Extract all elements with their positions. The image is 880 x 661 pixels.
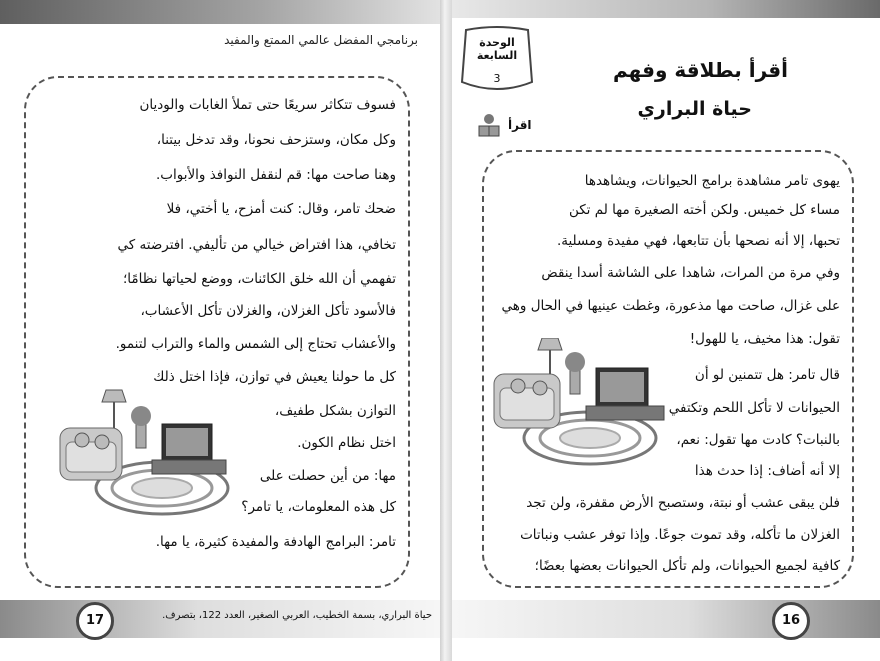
text-line: وهنا صاحت مها: قم لنقفل النوافذ والأبواب. <box>155 167 396 183</box>
text-line: فسوف تتكاثر سريعًا حتى تملأ الغابات والوديان <box>139 97 396 113</box>
section-label: اقرأ <box>508 118 532 132</box>
text-line: كل ما حولنا يعيش في توازن، فإذا اختل ذلك <box>153 369 396 385</box>
main-title: أقرأ بطلاقة وفهم <box>613 58 788 82</box>
text-line: كل هذه المعلومات، يا تامر؟ <box>241 499 396 515</box>
text-line: مها: من أين حصلت على <box>259 468 396 484</box>
unit-title: الوحدة السابعة <box>476 36 518 62</box>
right-page <box>452 0 880 661</box>
text-line: تحبها، إلا أنه نصحها بأن تتابعها، فهي مفيدة ومسلية. <box>556 233 840 249</box>
unit-number: 3 <box>493 72 501 85</box>
text-line: تفهمي أن الله خلق الكائنات، ووضع لحياتها نظامًا؛ <box>122 271 396 287</box>
text-line: الحيوانات لا تأكل اللحم وتكتفي <box>668 400 840 416</box>
text-line: التوازن بشكل طفيف، <box>274 403 396 419</box>
living-room-illustration <box>52 388 230 520</box>
book-fold <box>440 0 452 661</box>
text-line: تقول: هذا مخيف، يا للهول! <box>689 331 840 347</box>
text-line: بالنبات؟ كادت مها تقول: نعم، <box>676 432 840 448</box>
source-footnote: حياة البراري، بسمة الخطيب، العربي الصغير، العدد 122، بتصرف. <box>162 610 432 621</box>
text-line: الغزلان ما تأكله، وقد تموت جوعًا. وإذا توفر عشب ونباتات <box>520 527 840 543</box>
text-line: والأعشاب تحتاج إلى الشمس والماء والتراب لتنمو. <box>115 336 396 352</box>
page-number: 16 <box>772 602 810 640</box>
text-line: وكل مكان، وستزحف نحونا، وقد تدخل بيتنا، <box>156 132 396 148</box>
page-number: 17 <box>76 602 114 640</box>
living-room-illustration <box>490 338 668 470</box>
text-line: كافية لجميع الحيوانات، ولم تأكل الحيوانات بعضها بعضًا؛ <box>534 558 840 574</box>
bottom-band <box>452 600 880 638</box>
text-line: فلن يبقى عشب أو نبتة، وستصبح الأرض مقفرة، ولن تجد <box>526 495 840 511</box>
text-line: مساء كل خميس. ولكن أخته الصغيرة مها لم تكن <box>568 202 840 218</box>
text-line: إلا أنه أضاف: إذا حدث هذا <box>694 463 840 479</box>
text-line: على غزال، صاحت مها مذعورة، وغطت عينيها في الحال وهي <box>501 298 840 314</box>
text-line: تامر: البرامج الهادفة والمفيدة كثيرة، يا مها. <box>155 534 396 550</box>
right-text-block-bottom <box>492 0 840 600</box>
text-line: قال تامر: هل تتمنين لو أن <box>694 367 840 383</box>
text-line: ضحك تامر، وقال: كنت أمزح، يا أختي، فلا <box>166 201 396 217</box>
text-line: يهوى تامر مشاهدة برامج الحيوانات، ويشاهدها <box>584 173 840 189</box>
text-line: اختل نظام الكون. <box>297 435 396 451</box>
text-line: تخافي، هذا افتراض خيالي من تأليفي. افترضته كي <box>117 237 396 253</box>
story-title: حياة البراري <box>637 98 752 120</box>
text-line: وفي مرة من المرات، شاهدا على الشاشة أسدا ينقض <box>541 265 840 281</box>
page-header-title: برنامجي المفضل عالمي الممتع والمفيد <box>224 33 418 47</box>
text-line: فالأسود تأكل الغزلان، والغزلان تأكل الأعشاب، <box>140 303 396 319</box>
